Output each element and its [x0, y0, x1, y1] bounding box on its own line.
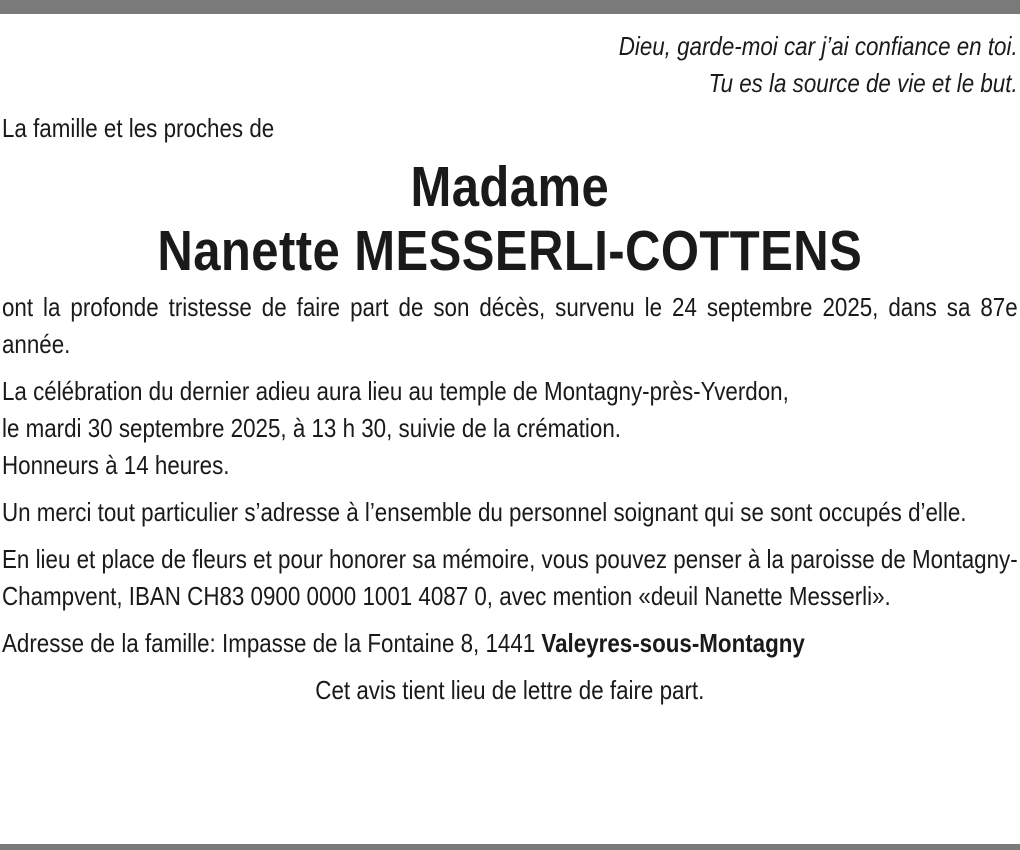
obituary-notice — [2, 28, 1018, 719]
ceremony-paragraph — [2, 373, 1018, 484]
family-address — [2, 625, 1018, 662]
top-border — [0, 0, 1020, 14]
ceremony-line-3: Honneurs à 14 heures. — [2, 450, 230, 480]
address-prefix: Adresse de la famille: Impasse de la Fontaine 8, 1441 — [2, 628, 542, 658]
deceased-name: Nanette MESSERLI-COTTENS — [157, 219, 863, 283]
address-town: Valeyres-sous-Montagny — [541, 628, 805, 658]
ceremony-line-1: La célébration du dernier adieu aura lieu au temple de Montagny-près-Yverdon, — [2, 376, 789, 406]
epigraph-line-1: Dieu, garde-moi car j’ai confiance en toi. — [618, 31, 1018, 61]
intro-text: La famille et les proches de — [2, 113, 275, 143]
deceased-title: Madame — [410, 155, 610, 219]
closing-text: Cet avis tient lieu de lettre de faire part. — [315, 675, 705, 705]
epigraph-line-2: Tu es la source de vie et le but. — [708, 68, 1018, 98]
ceremony-line-2: le mardi 30 septembre 2025, à 13 h 30, suivie de la crémation. — [2, 413, 621, 443]
deceased-heading — [2, 155, 1018, 283]
announcement-text: ont la profonde tristesse de faire part de son décès, survenu le 24 septembre 2025, dans sa 87e année. — [2, 292, 1018, 359]
bottom-border — [0, 844, 1020, 850]
thanks-text: Un merci tout particulier s’adresse à l’ensemble du personnel soignant qui se sont occupés d’elle. — [2, 497, 967, 527]
donation-text: En lieu et place de fleurs et pour honorer sa mémoire, vous pouvez penser à la paroisse de Montagny-Champvent, IBAN CH83 0900 0000 1001 4087 0, avec mention «deuil Nanette Messerli». — [2, 544, 1018, 611]
epigraph — [2, 28, 1018, 102]
